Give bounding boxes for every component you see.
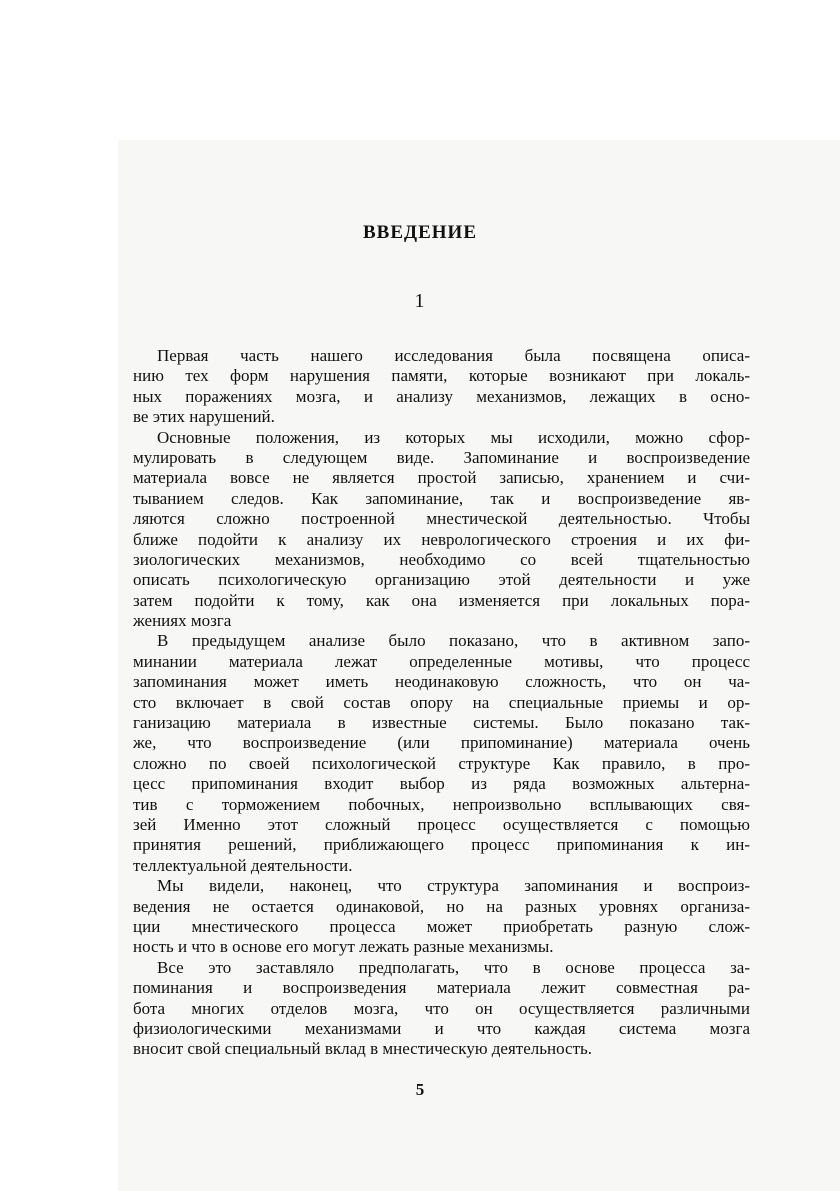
text-line: Первая часть нашего исследования была посвящена описа- — [157, 346, 750, 365]
text-line: затем подойти к тому, как она изменяется при локальных пора- — [133, 590, 750, 610]
text-line: Основные положения, из которых мы исходили, можно сфор- — [157, 427, 750, 447]
body-text — [133, 346, 750, 1060]
text-line: ции мнестического процесса может приобретать разную слож- — [133, 916, 750, 936]
text-line: нию тех форм нарушения памяти, которые возникают при локаль- — [133, 366, 750, 386]
text-line: ближе подойти к анализу их неврологического строения и их фи- — [133, 529, 750, 549]
text-line: В предыдущем анализе было показано, что в активном запо- — [157, 631, 750, 651]
text-line: описать психологическую организацию этой деятельности и уже — [133, 570, 750, 590]
text-line: ность и что в основе его могут лежать разные механизмы. — [133, 937, 554, 957]
text-line: материала вовсе не является простой записью, хранением и счи- — [133, 468, 750, 488]
text-line: физиологическими механизмами и что каждая система мозга — [133, 1018, 750, 1038]
text-line: ляются сложно построенной мнестической деятельностью. Чтобы — [133, 509, 750, 529]
text-line: тив с торможением побочных, непроизвольно всплывающих свя- — [133, 794, 750, 814]
text-line: Мы видели, наконец, что структура запоминания и воспроиз- — [157, 876, 750, 896]
text-line: сложно по своей психологической структуре Как правило, в про- — [133, 753, 750, 773]
text-line: вносит свой специальный вклад в мнестическую деятельность. — [133, 1039, 592, 1059]
text-line: же, что воспроизведение (или припоминание) материала очень — [133, 733, 750, 753]
text-line: сто включает в свой состав опору на специальные приемы и ор- — [133, 692, 750, 712]
text-line: теллектуальной деятельности. — [133, 855, 353, 875]
text-line: поминания и воспроизведения материала лежит совместная ра- — [133, 978, 750, 998]
text-line: минании материала лежат определенные мотивы, что процесс — [133, 651, 750, 671]
section-number: 1 — [414, 290, 426, 312]
text-line: Все это заставляло предполагать, что в основе процесса за- — [157, 957, 750, 977]
text-line: ганизацию материала в известные системы. Было показано так- — [133, 713, 750, 733]
text-line: зей Именно этот сложный процесс осуществляется с помощью — [133, 814, 750, 834]
text-line: бота многих отделов мозга, что он осуществляется различными — [133, 998, 750, 1018]
page-title: ВВЕДЕНИЕ — [363, 222, 477, 243]
text-line: ведения не остается одинаковой, но на разных уровнях организа- — [133, 896, 750, 916]
text-line: жениях мозга — [133, 611, 232, 631]
text-line: цесс припоминания входит выбор из ряда возможных альтерна- — [133, 774, 750, 794]
text-line: ных поражениях мозга, и анализу механизмов, лежащих в осно- — [133, 386, 750, 406]
text-line: запоминания может иметь неодинаковую сложность, что он ча- — [133, 672, 750, 692]
text-line: ве этих нарушений. — [133, 407, 275, 427]
text-line: зиологических механизмов, необходимо со всей тщательностью — [133, 549, 750, 569]
text-line: тыванием следов. Как запоминание, так и воспроизведение яв- — [133, 488, 750, 508]
text-line: принятия решений, приближающего процесс припоминания к ин- — [133, 835, 750, 855]
page-number: 5 — [415, 1080, 425, 1099]
text-line: мулировать в следующем виде. Запоминание и воспроизведение — [133, 447, 750, 467]
